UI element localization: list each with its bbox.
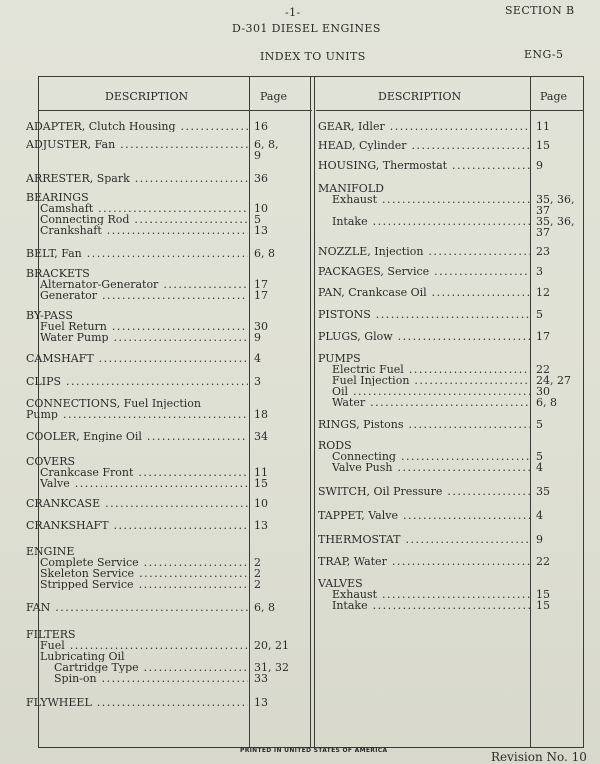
entry-description: Fuel Injection — [332, 375, 410, 386]
entry-description: FILTERS — [26, 629, 76, 640]
entry-page-number: 15 — [536, 139, 550, 152]
entry-page-number: 3 — [536, 265, 543, 278]
header-rule-right — [316, 110, 584, 111]
right-page-header: Page — [540, 90, 568, 103]
entry-description: CLIPS — [26, 376, 62, 387]
entry-page-number: 5 — [536, 418, 543, 431]
entry-page-number: 4 — [254, 352, 261, 365]
entry-page-number: 4 — [536, 461, 543, 474]
index-subtitle: INDEX TO UNITS — [260, 50, 366, 63]
entry-page-number: 15 — [254, 477, 268, 490]
entry-page-number: 31, 32 — [254, 661, 289, 674]
entry-description: Connecting Rod — [40, 214, 130, 225]
entry-description: GEAR, Idler — [318, 121, 385, 132]
entry-description: ADJUSTER, Fan — [26, 139, 116, 150]
entry-page-number: 9 — [536, 533, 543, 546]
entry-description: RODS — [318, 440, 352, 451]
left-page-header: Page — [260, 90, 288, 103]
entry-description: Lubricating Oil — [40, 651, 125, 662]
section-label: SECTION B — [505, 4, 575, 17]
entry-description: Water Pump — [40, 332, 109, 343]
entry-page-number: 10 — [254, 202, 268, 215]
entry-description: Valve — [40, 478, 70, 489]
entry-description: ADAPTER, Clutch Housing — [26, 121, 176, 132]
entry-description: Camshaft — [40, 203, 94, 214]
revision-number: Revision No. 10 — [491, 750, 587, 764]
entry-description: Valve Push — [332, 462, 393, 473]
entry-description: Connecting — [332, 451, 396, 462]
entry-description: THERMOSTAT — [318, 534, 401, 545]
entry-description: CONNECTIONS, Fuel Injection — [26, 398, 201, 409]
entry-description: ENGINE — [26, 546, 75, 557]
entry-page-number: 6, 8 — [536, 396, 557, 409]
entry-description: Oil — [332, 386, 349, 397]
entry-description: Pump — [26, 409, 58, 420]
entry-page-number: 17 — [536, 330, 550, 343]
entry-description: Exhaust — [332, 589, 378, 600]
printed-notice: PRINTED IN UNITED STATES OF AMERICA — [240, 747, 388, 754]
entry-description: CRANKCASE — [26, 498, 101, 509]
entry-page-number: 13 — [254, 224, 268, 237]
entry-description: CRANKSHAFT — [26, 520, 109, 531]
entry-description: COVERS — [26, 456, 76, 467]
entry-description: BEARINGS — [26, 192, 89, 203]
entry-description: MANIFOLD — [318, 183, 384, 194]
entry-page-number: 4 — [536, 509, 543, 522]
entry-description: BRACKETS — [26, 268, 90, 279]
entry-page-number: 11 — [254, 466, 268, 479]
entry-page-number: 2 — [254, 567, 261, 580]
entry-page-number: 5 — [536, 308, 543, 321]
entry-page-number: 9 — [254, 149, 261, 162]
entry-description: SWITCH, Oil Pressure — [318, 486, 443, 497]
document-code: ENG-5 — [524, 48, 564, 61]
entry-description: Skeleton Service — [40, 568, 135, 579]
entry-page-number: 35, 36, — [536, 215, 575, 228]
entry-description: HEAD, Cylinder — [318, 140, 407, 151]
entry-description: BY-PASS — [26, 310, 73, 321]
entry-page-number: 9 — [536, 159, 543, 172]
entry-page-number: 37 — [536, 204, 550, 217]
entry-description: Electric Fuel — [332, 364, 404, 375]
entry-description: Fuel Return — [40, 321, 107, 332]
entry-page-number: 37 — [536, 226, 550, 239]
entry-page-number: 15 — [536, 588, 550, 601]
entry-description: PACKAGES, Service — [318, 266, 430, 277]
entry-page-number: 6, 8 — [254, 247, 275, 260]
entry-page-number: 16 — [254, 120, 268, 133]
entry-page-number: 35 — [536, 485, 550, 498]
entry-page-number: 22 — [536, 363, 550, 376]
entry-description: CAMSHAFT — [26, 353, 94, 364]
entry-page-number: 35, 36, — [536, 193, 575, 206]
entry-description: PUMPS — [318, 353, 361, 364]
entry-page-number: 2 — [254, 556, 261, 569]
entry-page-number: 33 — [254, 672, 268, 685]
entry-page-number: 18 — [254, 408, 268, 421]
entry-description: Cartridge Type — [54, 662, 139, 673]
entry-description: Water — [332, 397, 366, 408]
entry-description: Complete Service — [40, 557, 139, 568]
entry-description: Intake — [332, 216, 368, 227]
entry-description: Exhaust — [332, 194, 378, 205]
entry-description: Generator — [40, 290, 98, 301]
entry-page-number: 10 — [254, 497, 268, 510]
right-page-column-divider — [530, 76, 531, 748]
entry-description: HOUSING, Thermostat — [318, 160, 448, 171]
entry-page-number: 13 — [254, 696, 268, 709]
entry-description: Alternator-Generator — [40, 279, 159, 290]
entry-page-number: 5 — [254, 213, 261, 226]
entry-page-number: 23 — [536, 245, 550, 258]
entry-description: TRAP, Water — [318, 556, 387, 567]
entry-description: FLYWHEEL — [26, 697, 92, 708]
entry-page-number: 30 — [254, 320, 268, 333]
entry-description: BELT, Fan — [26, 248, 82, 259]
entry-page-number: 6, 8 — [254, 601, 275, 614]
page-number: -1- — [285, 6, 301, 19]
entry-page-number: 22 — [536, 555, 550, 568]
entry-description: Fuel — [40, 640, 65, 651]
entry-page-number: 34 — [254, 430, 268, 443]
entry-description: Crankshaft — [40, 225, 102, 236]
entry-page-number: 20, 21 — [254, 639, 289, 652]
entry-description: PISTONS — [318, 309, 371, 320]
entry-description: NOZZLE, Injection — [318, 246, 424, 257]
entry-page-number: 12 — [536, 286, 550, 299]
right-description-header: DESCRIPTION — [378, 90, 462, 103]
entry-page-number: 11 — [536, 120, 550, 133]
entry-page-number: 3 — [254, 375, 261, 388]
entry-description: Crankcase Front — [40, 467, 134, 478]
entry-description: ARRESTER, Spark — [26, 173, 130, 184]
entry-page-number: 17 — [254, 289, 268, 302]
entry-description: COOLER, Engine Oil — [26, 431, 142, 442]
entry-description: RINGS, Pistons — [318, 419, 404, 430]
entry-page-number: 9 — [254, 331, 261, 344]
entry-page-number: 15 — [536, 599, 550, 612]
entry-page-number: 13 — [254, 519, 268, 532]
entry-description: Spin-on — [54, 673, 97, 684]
entry-description: FAN — [26, 602, 51, 613]
left-page-column-divider — [249, 76, 250, 748]
header-rule-left — [38, 110, 312, 111]
entry-description: PAN, Crankcase Oil — [318, 287, 427, 298]
entry-description: TAPPET, Valve — [318, 510, 398, 521]
entry-page-number: 6, 8, — [254, 138, 279, 151]
entry-description: PLUGS, Glow — [318, 331, 393, 342]
document-title: D-301 DIESEL ENGINES — [232, 22, 381, 35]
entry-page-number: 17 — [254, 278, 268, 291]
entry-page-number: 2 — [254, 578, 261, 591]
entry-description: VALVES — [318, 578, 363, 589]
entry-page-number: 36 — [254, 172, 268, 185]
left-description-header: DESCRIPTION — [105, 90, 189, 103]
entry-page-number: 5 — [536, 450, 543, 463]
entry-description: Intake — [332, 600, 368, 611]
entry-page-number: 30 — [536, 385, 550, 398]
entry-page-number: 24, 27 — [536, 374, 571, 387]
center-column-divider — [310, 76, 315, 748]
entry-description: Stripped Service — [40, 579, 134, 590]
